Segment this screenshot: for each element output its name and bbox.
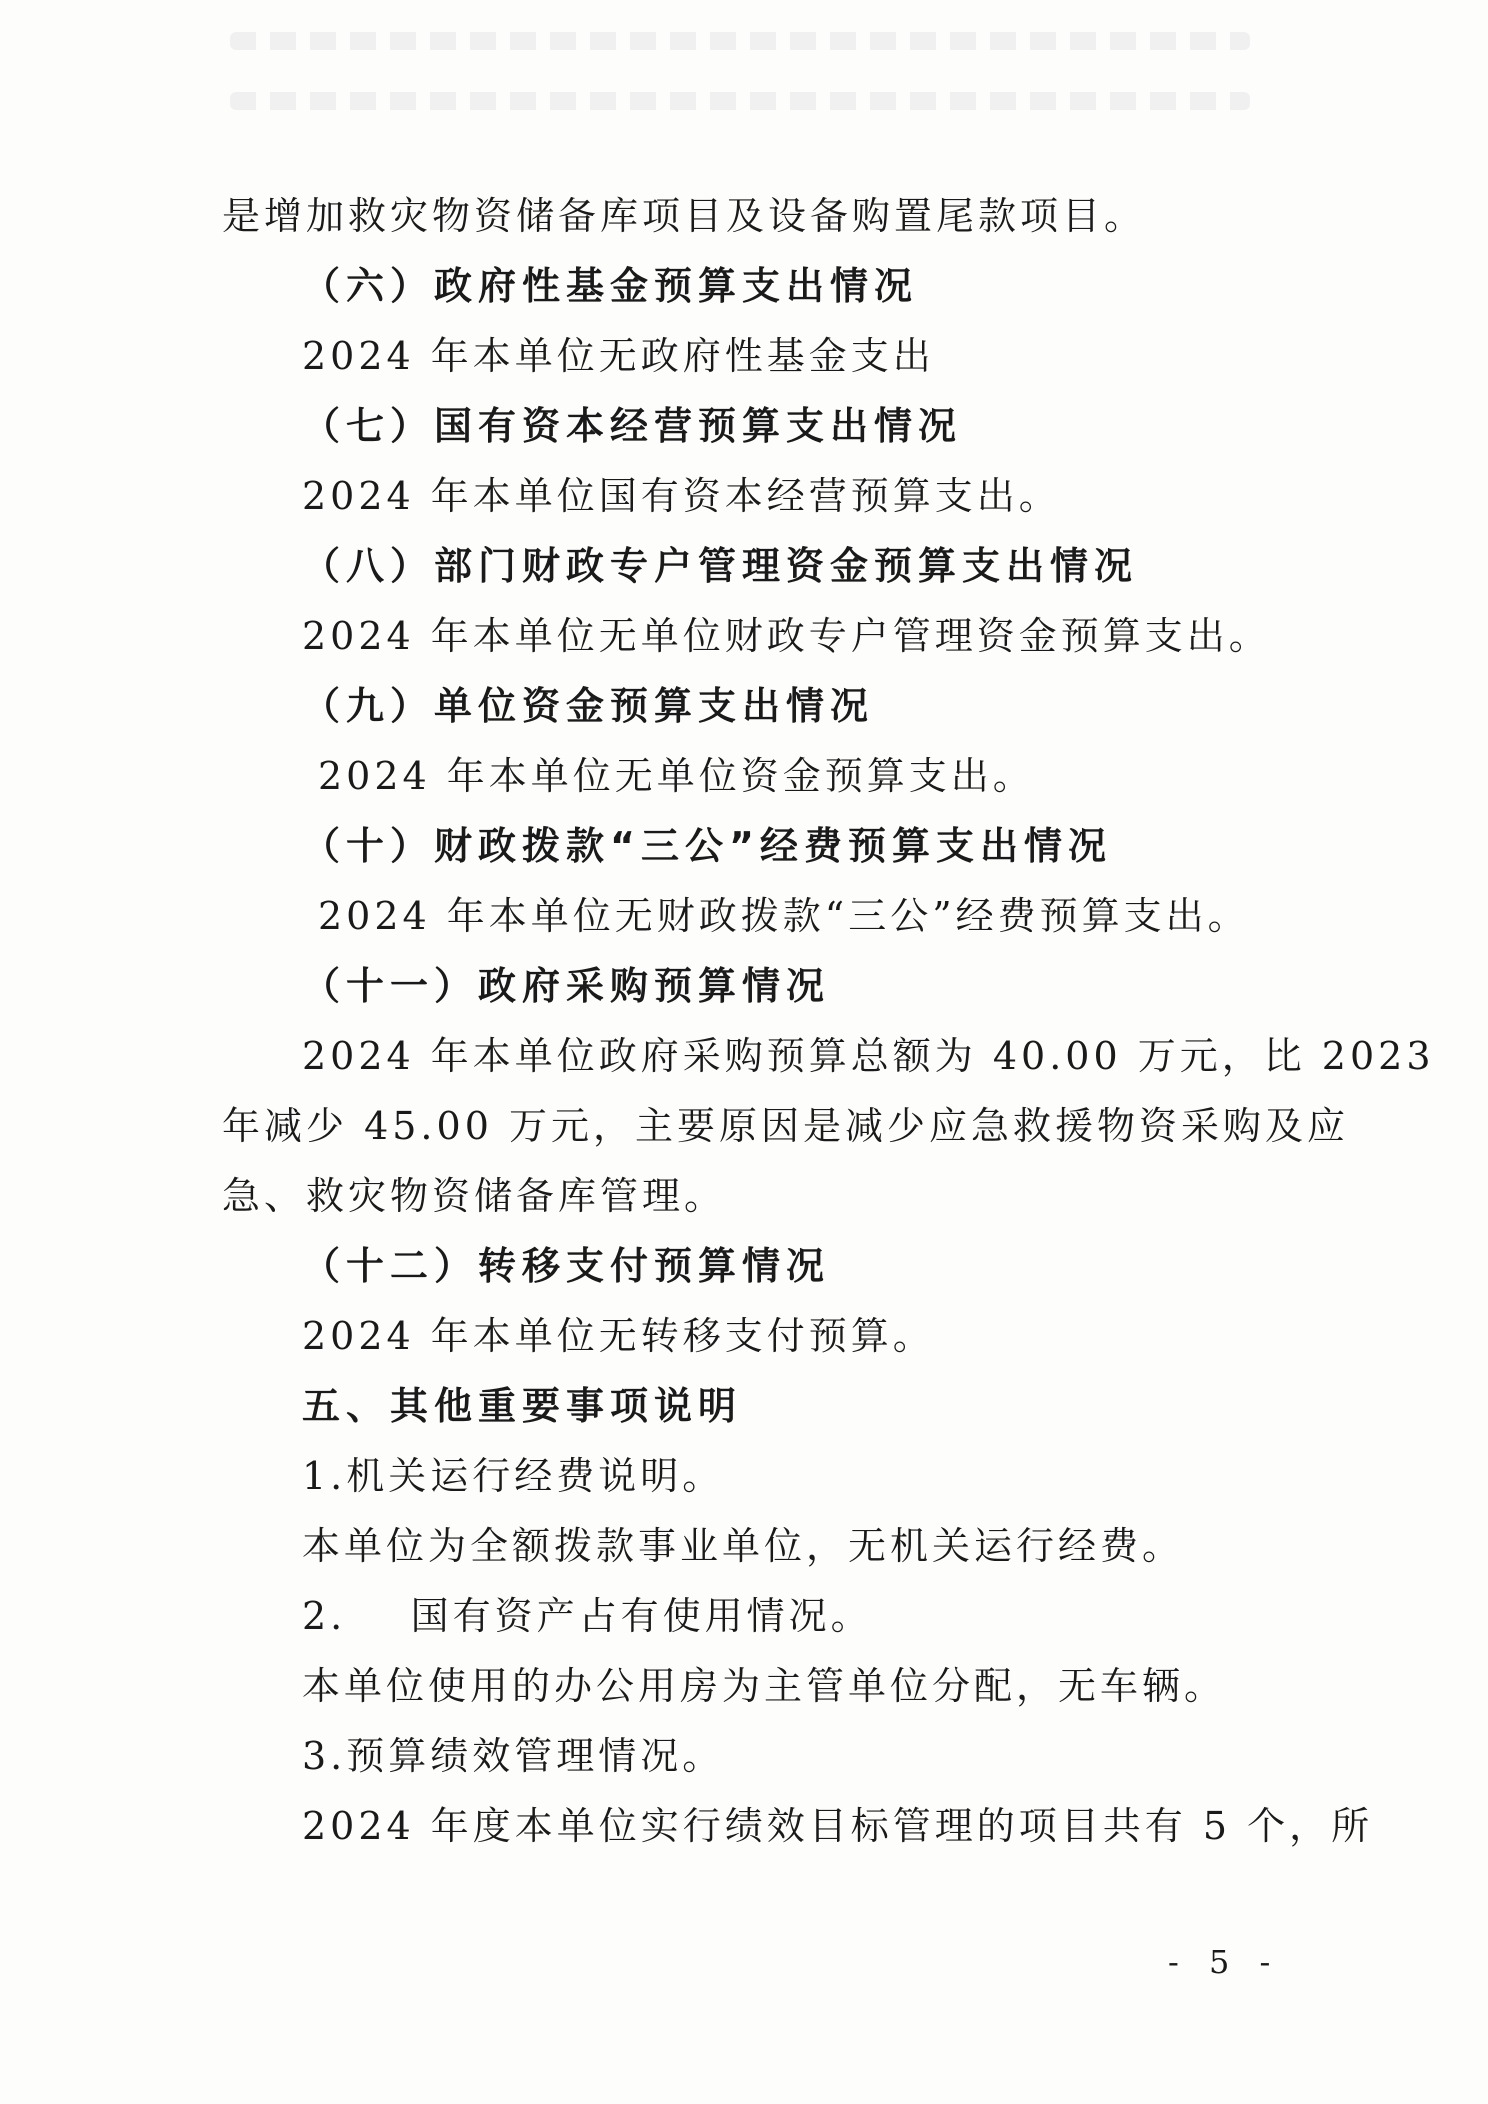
paragraph-line: 2024 年度本单位实行绩效目标管理的项目共有 5 个，所 [302,1804,1374,1848]
section-heading-9: （九）单位资金预算支出情况 [302,684,875,728]
section-heading-11: （十一）政府采购预算情况 [302,964,831,1008]
section-heading-6: （六）政府性基金预算支出情况 [302,264,919,308]
section-heading-7: （七）国有资本经营预算支出情况 [302,404,963,448]
scan-bleed-through [230,92,1250,110]
paragraph-line: 3.预算绩效管理情况。 [302,1734,725,1778]
paragraph-line: 2024 年本单位无单位财政专户管理资金预算支出。 [302,614,1271,658]
paragraph-line: 2024 年本单位无政府性基金支出 [302,334,935,378]
section-heading-10: （十）财政拨款“三公”经费预算支出情况 [302,824,1112,868]
page-number: - 5 - [1168,1943,1281,1981]
paragraph-line: 急、救灾物资储备库管理。 [222,1174,727,1218]
paragraph-line: 1.机关运行经费说明。 [302,1454,725,1498]
paragraph-line: 本单位为全额拨款事业单位，无机关运行经费。 [302,1524,1185,1568]
paragraph-line: 2024 年本单位国有资本经营预算支出。 [302,474,1061,518]
paragraph-line: 年减少 45.00 万元，主要原因是减少应急救援物资采购及应 [222,1104,1349,1148]
paragraph-line: 是增加救灾物资储备库项目及设备购置尾款项目。 [222,194,1147,238]
paragraph-line: 2024 年本单位无转移支付预算。 [302,1314,935,1358]
paragraph-line: 2024 年本单位无单位资金预算支出。 [318,754,1035,798]
paragraph-line: 2024 年本单位政府采购预算总额为 40.00 万元，比 2023 [302,1034,1435,1078]
paragraph-line: 2. 国有资产占有使用情况。 [302,1594,873,1638]
section-heading-8: （八）部门财政专户管理资金预算支出情况 [302,544,1139,588]
scan-bleed-through [230,32,1250,50]
chapter-heading-5: 五、其他重要事项说明 [302,1384,743,1428]
section-heading-12: （十二）转移支付预算情况 [302,1244,831,1288]
paragraph-line: 本单位使用的办公用房为主管单位分配，无车辆。 [302,1664,1227,1708]
paragraph-line: 2024 年本单位无财政拨款“三公”经费预算支出。 [318,894,1250,938]
